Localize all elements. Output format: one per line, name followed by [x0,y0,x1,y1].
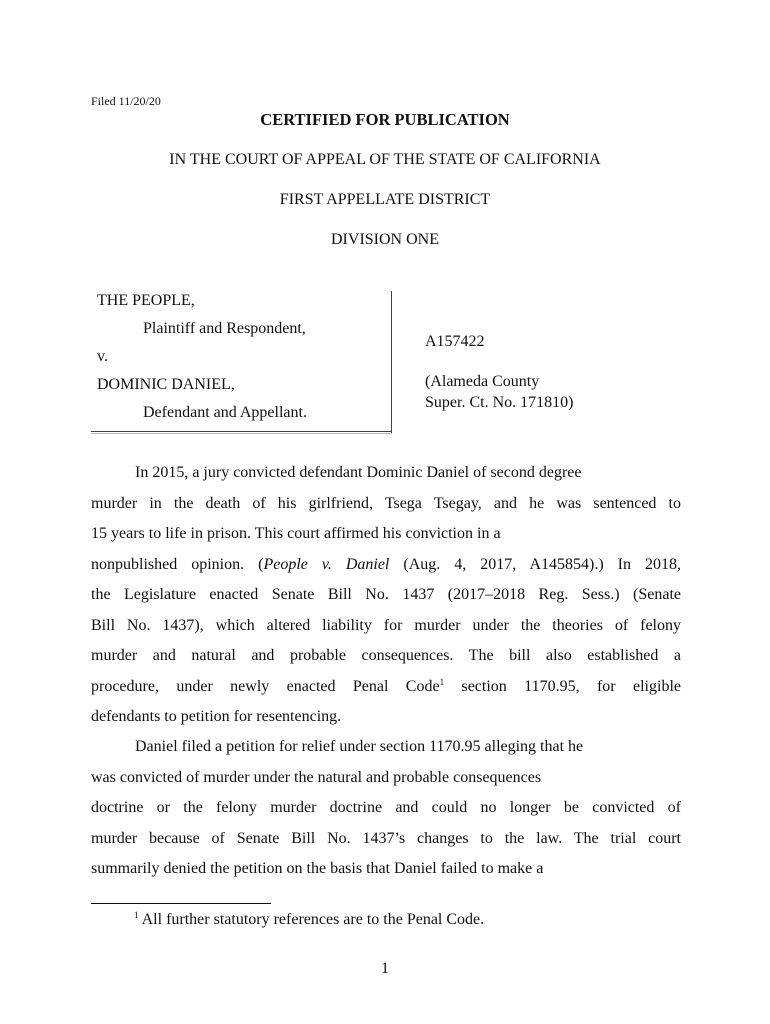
paragraph-line: the Legislature enacted Senate Bill No. 1437 (2017–2018 Reg. Sess.) (Senate [91,586,681,603]
paragraph-line: nonpublished opinion. (People v. Daniel (Aug. 4, 2017, A145854).) In 2018, [91,555,682,573]
paragraph-line: In 2015, a jury convicted defendant Dominic Daniel of second degree [135,464,582,481]
paragraph-line: was convicted of murder under the natural and probable consequences [91,768,542,786]
opinion-paragraph-2 [91,732,681,885]
court-name: IN THE COURT OF APPEAL OF THE STATE OF CALIFORNIA [169,151,601,168]
paragraph-line: Bill No. 1437), which altered liability for murder under the theories of felony [91,616,681,634]
paragraph-line: Daniel filed a petition for relief under section 1170.95 alleging that he [135,738,584,755]
paragraph-line: summarily denied the petition on the basis that Daniel failed to make a [91,860,544,877]
plaintiff-name: THE PEOPLE, [97,292,195,309]
plaintiff-role: Plaintiff and Respondent, [143,320,306,337]
paragraph-line: doctrine or the felony murder doctrine and could no longer be convicted of [91,799,681,816]
case-number: A157422 [425,333,485,350]
footnote-reference[interactable]: 1 [439,676,445,687]
footnote-text: All further statutory references are to the Penal Code. [138,911,485,928]
versus: v. [97,348,108,365]
paragraph-line: murder in the death of his girlfriend, Tsega Tsegay, and he was sentenced to [91,494,681,512]
opinion-paragraph-1 [91,458,681,733]
paragraph-line: murder because of Senate Bill No. 1437’s changes to the law. The trial court [91,829,681,847]
caption-divider-horizontal [91,431,392,432]
case-citation: People v. Daniel [263,555,390,573]
footnote-mark: 1 [134,910,139,920]
paragraph-line: murder and natural and probable consequences. The bill also established a [91,647,681,664]
certified-heading: CERTIFIED FOR PUBLICATION [260,110,510,129]
caption-divider-shadow [91,433,392,434]
county-line-2: Super. Ct. No. 171810) [425,394,574,411]
paragraph-line: procedure, under newly enacted Penal Code$^1$ section 1170.95, for eligible [91,676,681,695]
footnote [134,911,484,929]
filed-date: Filed 11/20/20 [91,94,161,108]
district-name: FIRST APPELLATE DISTRICT [279,191,491,208]
defendant-name: DOMINIC DANIEL, [97,376,235,393]
defendant-role: Defendant and Appellant. [143,404,307,421]
caption-divider-vertical [391,291,392,433]
division-name: DIVISION ONE [331,231,439,248]
county-line-1: (Alameda County [425,373,540,390]
paragraph-line: 15 years to life in prison. This court affirmed his conviction in a [91,525,501,542]
footnote-rule [91,903,271,904]
paragraph-line: defendants to petition for resentencing. [91,708,342,725]
page-number: 1 [381,960,389,977]
